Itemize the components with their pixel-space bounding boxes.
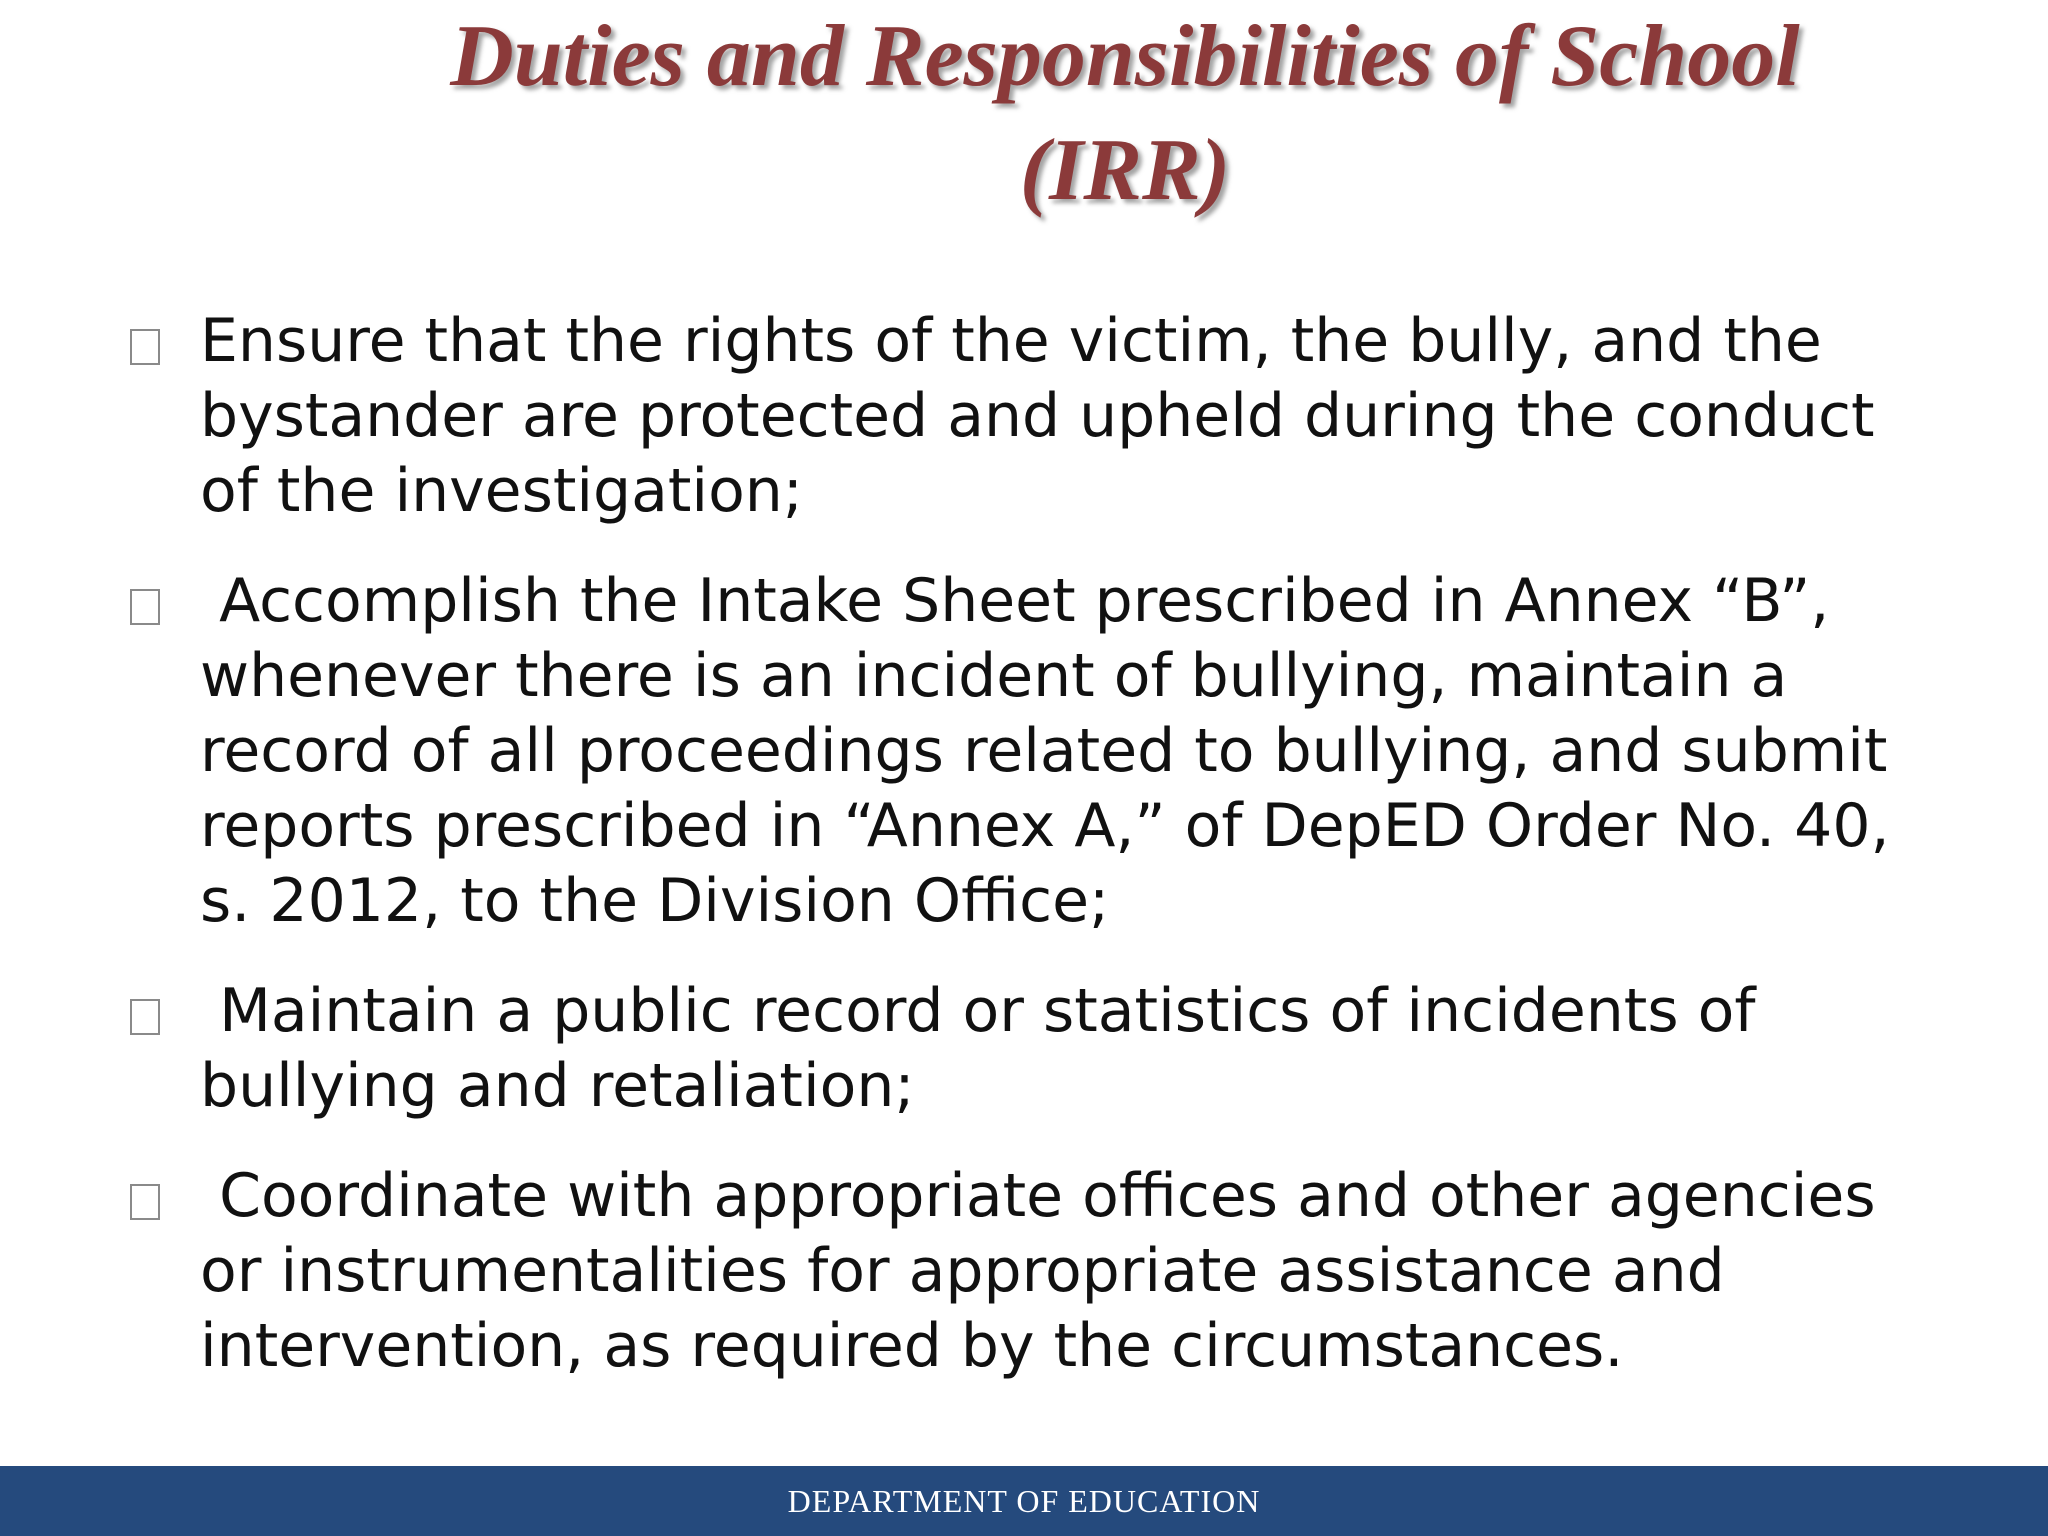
footer-bar xyxy=(0,1466,2048,1536)
bullet-list xyxy=(126,304,1926,1419)
bullet-item-4 xyxy=(126,1159,1926,1384)
square-bullet-icon xyxy=(130,1184,160,1220)
bullet-item-2 xyxy=(126,564,1926,939)
bullet-item-1 xyxy=(126,304,1926,529)
square-bullet-icon xyxy=(130,999,160,1035)
bullet-item-3 xyxy=(126,974,1926,1124)
bullet-text-2: Accomplish the Intake Sheet prescribed in Annex “B”, whenever there is an incident of bullying, maintain a record of all proceedings related to bullying, and submit reports prescribed in “Annex A,” of DepED Order No. 40, s. 2012, to the Division Office; xyxy=(200,566,1909,936)
slide-title-line-1: Duties and Responsibilities of School xyxy=(450,8,1800,105)
slide-title-line-2: (IRR) xyxy=(1019,122,1231,219)
square-bullet-icon xyxy=(130,589,160,625)
slide-title xyxy=(400,0,1850,228)
square-bullet-icon xyxy=(130,329,160,365)
bullet-text-4: Coordinate with appropriate offices and other agencies or instrumentalities for appropriate assistance and intervention, as required by the circumstances. xyxy=(200,1161,1895,1381)
footer-text: DEPARTMENT OF EDUCATION xyxy=(787,1483,1261,1519)
bullet-text-3: Maintain a public record or statistics of incidents of bullying and retaliation; xyxy=(200,976,1775,1121)
bullet-text-1: Ensure that the rights of the victim, the bully, and the bystander are protected and upheld during the conduct of the investigation; xyxy=(200,306,1875,526)
